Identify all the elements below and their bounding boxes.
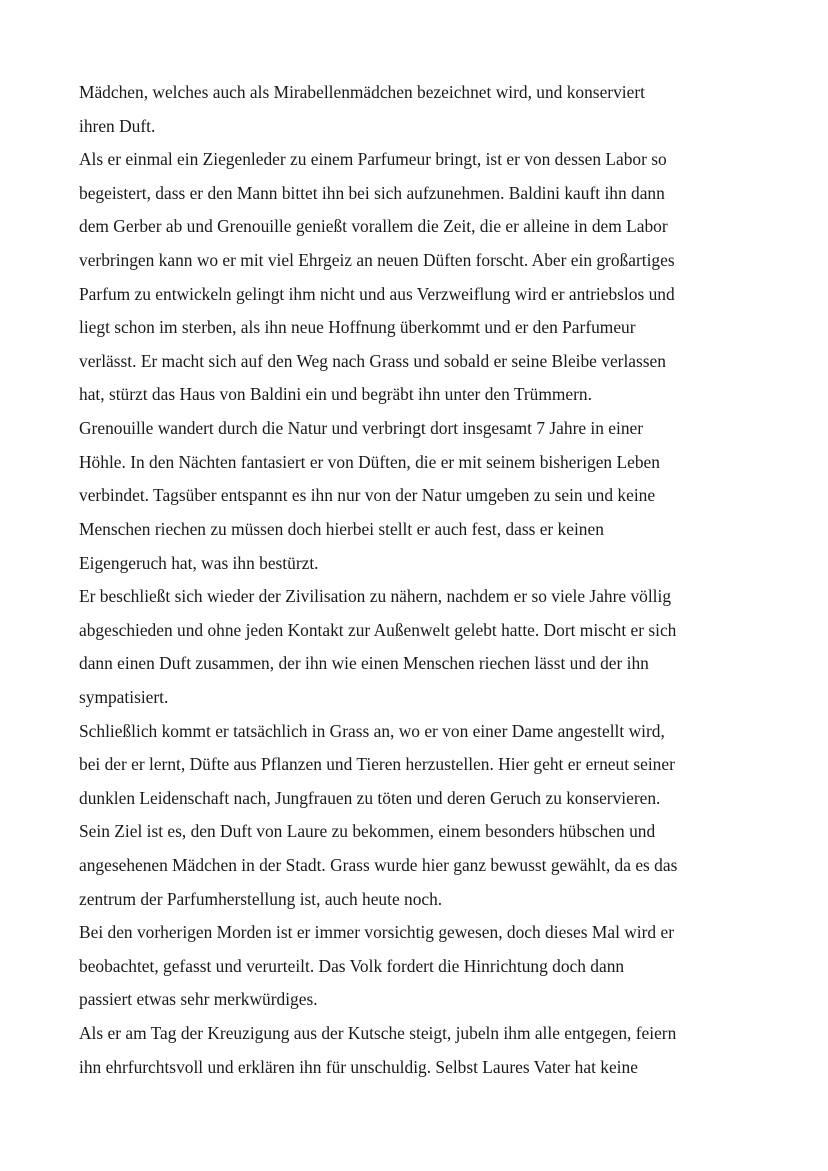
text-line: beobachtet, gefasst und verurteilt. Das Volk fordert die Hinrichtung doch dann [79,955,625,976]
text-line: Als er am Tag der Kreuzigung aus der Kutsche steigt, jubeln ihm alle entgegen, feiern [79,1023,677,1044]
text-line: verbindet. Tagsüber entspannt es ihn nur von der Natur umgeben zu sein und keine [79,485,656,506]
text-line: passiert etwas sehr merkwürdiges. [79,989,318,1010]
text-line: ihn ehrfurchtsvoll und erklären ihn für unschuldig. Selbst Laures Vater hat keine [79,1056,638,1077]
text-line: zentrum der Parfumherstellung ist, auch heute noch. [79,888,443,909]
text-line: begeistert, dass er den Mann bittet ihn bei sich aufzunehmen. Baldini kauft ihn dann [79,182,665,203]
text-line: bei der er lernt, Düfte aus Pflanzen und Tieren herzustellen. Hier geht er erneut seiner [79,754,675,775]
text-line: Schließlich kommt er tatsächlich in Grass an, wo er von einer Dame angestellt wird, [79,720,665,741]
text-line: ihren Duft. [79,115,156,136]
text-line: Mädchen, welches auch als Mirabellenmädchen bezeichnet wird, und konserviert [79,82,645,102]
text-line: Sein Ziel ist es, den Duft von Laure zu bekommen, einem besonders hübschen und [79,821,656,842]
text-line: Menschen riechen zu müssen doch hierbei stellt er auch fest, dass er keinen [79,518,604,539]
text-line: Als er einmal ein Ziegenleder zu einem Parfumeur bringt, ist er von dessen Labor so [79,149,667,170]
text-line: abgeschieden und ohne jeden Kontakt zur Außenwelt gelebt hatte. Dort mischt er sich [79,619,677,640]
text-line: verbringen kann wo er mit viel Ehrgeiz an neuen Düften forscht. Aber ein großartiges [79,250,675,271]
text-line: Bei den vorherigen Morden ist er immer vorsichtig gewesen, doch dieses Mal wird er [79,922,674,943]
text-line: dunklen Leidenschaft nach, Jungfrauen zu töten und deren Geruch zu konservieren. [79,787,661,808]
text-line: dem Gerber ab und Grenouille genießt vorallem die Zeit, die er alleine in dem Labor [79,216,668,237]
text-line: hat, stürzt das Haus von Baldini ein und begräbt ihn unter den Trümmern. [79,384,592,405]
text-line: Eigengeruch hat, was ihn bestürzt. [79,552,319,573]
body-text [79,76,769,1084]
text-line: dann einen Duft zusammen, der ihn wie einen Menschen riechen lässt und der ihn [79,653,649,674]
text-line: liegt schon im sterben, als ihn neue Hoffnung überkommt und er den Parfumeur [79,317,636,338]
text-line: sympatisiert. [79,686,169,707]
text-line: Parfum zu entwickeln gelingt ihm nicht und aus Verzweiflung wird er antriebslos und [79,283,675,304]
text-line: angesehenen Mädchen in der Stadt. Grass wurde hier ganz bewusst gewählt, da es das [79,855,678,876]
text-line: Er beschließt sich wieder der Zivilisation zu nähern, nachdem er so viele Jahre völlig [79,586,672,607]
text-line: Grenouille wandert durch die Natur und verbringt dort insgesamt 7 Jahre in einer [79,418,644,439]
text-line: Höhle. In den Nächten fantasiert er von Düften, die er mit seinem bisherigen Leben [79,451,660,472]
text-line: verlässt. Er macht sich auf den Weg nach Grass und sobald er seine Bleibe verlassen [79,350,666,371]
